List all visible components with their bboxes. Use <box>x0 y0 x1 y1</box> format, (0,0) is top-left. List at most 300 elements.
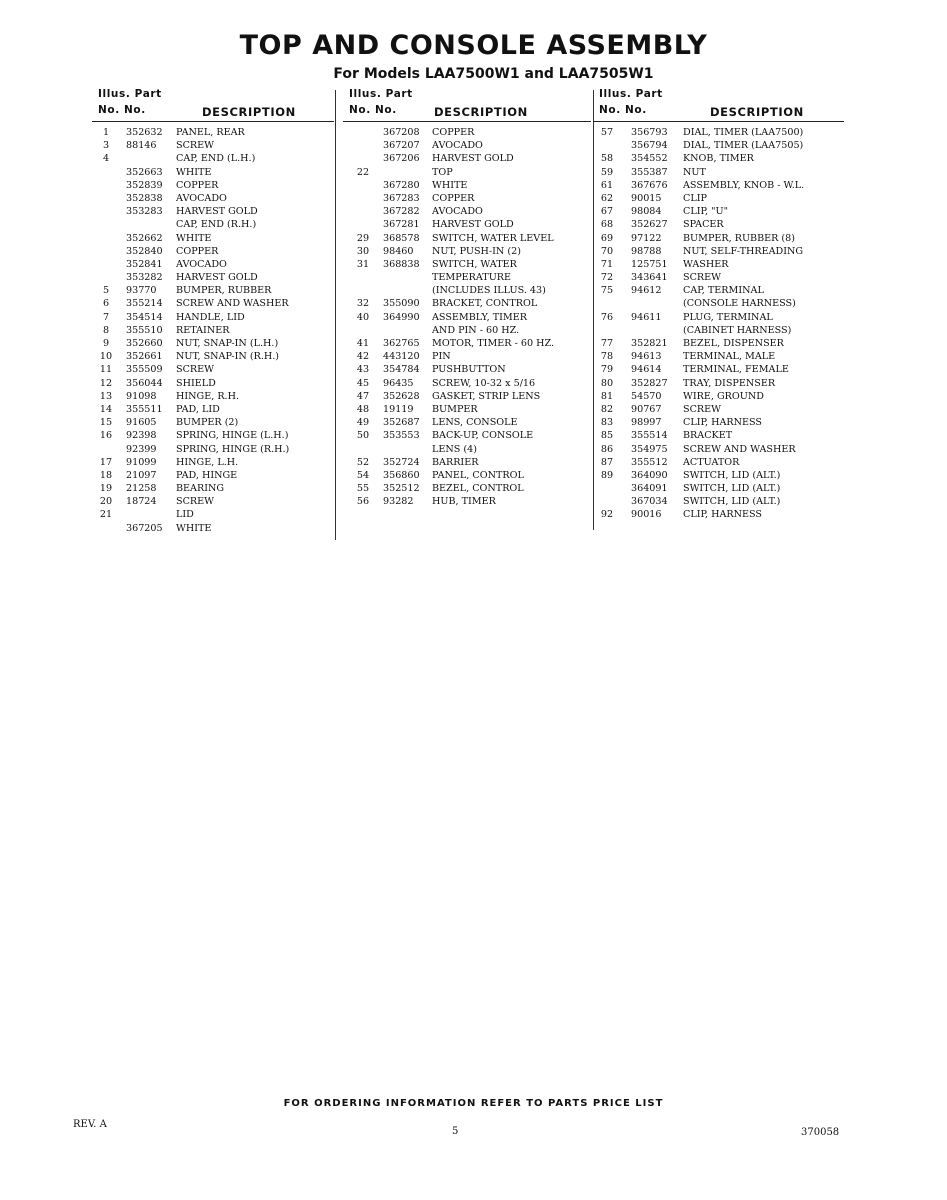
part-description: LENS, CONSOLE <box>432 417 518 429</box>
part-description: PLUG, TERMINAL <box>683 311 773 323</box>
parts-row <box>349 363 591 376</box>
parts-row <box>599 258 844 271</box>
part-description: AVOCADO <box>176 192 227 204</box>
part-number: 352827 <box>631 377 668 389</box>
header-illus-part: Illus. Part <box>98 88 162 100</box>
illus-number: 78 <box>600 351 614 363</box>
parts-list <box>599 126 844 522</box>
part-number: 353283 <box>126 206 163 218</box>
part-number: 352821 <box>631 338 668 349</box>
part-number: 94611 <box>631 311 662 323</box>
parts-row <box>349 258 591 271</box>
part-description: SPRING, HINGE (R.H.) <box>176 443 290 455</box>
parts-row <box>599 390 844 403</box>
part-description: WHITE <box>176 522 212 534</box>
part-description: SCREW <box>176 364 215 376</box>
illus-number: 31 <box>356 258 370 270</box>
illus-number: 29 <box>356 232 370 244</box>
part-number: 90767 <box>631 403 662 415</box>
parts-row <box>349 469 591 482</box>
part-number: 368578 <box>383 232 420 244</box>
part-description: SPRING, HINGE (L.H.) <box>176 430 289 442</box>
parts-row <box>98 350 334 363</box>
part-description: SCREW <box>176 496 215 508</box>
part-number: 356860 <box>383 469 420 481</box>
illus-number: 67 <box>600 206 614 218</box>
part-number: 352838 <box>126 192 163 204</box>
part-description: CLIP <box>683 192 707 204</box>
illus-number: 8 <box>102 324 110 336</box>
parts-row <box>98 139 334 152</box>
illus-number: 32 <box>356 298 370 310</box>
parts-row <box>599 245 844 258</box>
part-number: 354552 <box>631 153 668 165</box>
parts-row <box>599 284 844 297</box>
part-number: 367205 <box>126 522 163 534</box>
part-description: SCREW AND WASHER <box>683 443 796 455</box>
part-number: 367280 <box>383 179 420 191</box>
part-description: CAP, END (R.H.) <box>176 219 257 231</box>
part-number: 98788 <box>631 245 662 257</box>
parts-row <box>98 522 334 535</box>
illus-number: 43 <box>356 364 370 376</box>
part-number: 367034 <box>631 496 668 508</box>
part-description: PUSHBUTTON <box>432 364 506 376</box>
parts-row <box>98 324 334 337</box>
part-description: SCREW <box>683 403 722 415</box>
parts-row <box>599 443 844 456</box>
part-number: 94613 <box>631 351 662 363</box>
illus-number: 17 <box>99 456 113 468</box>
parts-row <box>98 152 334 165</box>
parts-row <box>349 350 591 363</box>
illus-number: 58 <box>600 153 614 165</box>
parts-row <box>599 166 844 179</box>
parts-row <box>349 443 591 456</box>
parts-row <box>349 324 591 337</box>
parts-row <box>599 377 844 390</box>
part-description: HUB, TIMER <box>432 496 496 508</box>
parts-row <box>599 429 844 442</box>
parts-row <box>349 205 591 218</box>
header-description: DESCRIPTION <box>434 105 528 119</box>
illus-number: 72 <box>600 272 614 284</box>
part-number: 90016 <box>631 509 662 521</box>
parts-row <box>98 377 334 390</box>
parts-row <box>349 126 591 139</box>
part-description: COPPER <box>432 192 475 204</box>
part-number: 125751 <box>631 258 668 270</box>
part-description: NUT, SELF-THREADING <box>683 245 804 257</box>
illus-number: 1 <box>102 127 110 138</box>
illus-number: 50 <box>356 430 370 442</box>
parts-row <box>349 311 591 324</box>
parts-column-2 <box>349 88 591 508</box>
illus-number: 77 <box>600 338 614 349</box>
illus-number: 5 <box>102 285 110 297</box>
part-description: WIRE, GROUND <box>683 390 764 402</box>
illus-number: 87 <box>600 456 614 468</box>
part-number: 92398 <box>126 430 157 442</box>
illus-number: 13 <box>99 390 113 402</box>
parts-row <box>98 456 334 469</box>
parts-row <box>98 508 334 521</box>
parts-row <box>98 337 334 350</box>
part-number: 21097 <box>126 469 157 481</box>
part-description: COPPER <box>432 127 475 138</box>
part-number: 91098 <box>126 390 157 402</box>
part-number: 90015 <box>631 192 662 204</box>
part-number: 368838 <box>383 258 420 270</box>
part-number: 355387 <box>631 166 668 178</box>
illus-number: 20 <box>99 496 113 508</box>
illus-number: 19 <box>99 483 113 495</box>
part-description: BEARING <box>176 483 225 495</box>
part-number: 355510 <box>126 324 163 336</box>
header-illus-part: Illus. Part <box>599 88 663 100</box>
part-number: 367281 <box>383 219 420 231</box>
parts-row <box>98 271 334 284</box>
part-number: 94614 <box>631 364 662 376</box>
parts-row <box>98 469 334 482</box>
parts-row <box>599 311 844 324</box>
parts-row <box>349 139 591 152</box>
part-description: KNOB, TIMER <box>683 153 754 165</box>
column-divider <box>335 90 336 540</box>
part-number: 353553 <box>383 430 420 442</box>
illus-number: 80 <box>600 377 614 389</box>
part-description: HARVEST GOLD <box>176 272 258 284</box>
illus-number: 79 <box>600 364 614 376</box>
part-description: COPPER <box>176 245 219 257</box>
illus-number: 70 <box>600 245 614 257</box>
part-number: 354784 <box>383 364 420 376</box>
part-number: 355512 <box>631 456 668 468</box>
parts-row <box>98 205 334 218</box>
part-description: TERMINAL, MALE <box>683 351 776 363</box>
parts-row <box>349 166 591 179</box>
column-divider <box>593 90 594 530</box>
header-rule <box>343 121 591 122</box>
part-description: AND PIN - 60 HZ. <box>432 324 520 336</box>
part-number: 356794 <box>631 140 668 152</box>
part-number: 355509 <box>126 364 163 376</box>
parts-row <box>98 232 334 245</box>
part-description: ASSEMBLY, TIMER <box>432 311 527 323</box>
part-description: TOP <box>432 166 453 178</box>
parts-row <box>98 192 334 205</box>
part-description: (CONSOLE HARNESS) <box>683 298 796 310</box>
parts-row <box>599 179 844 192</box>
parts-row <box>349 179 591 192</box>
illus-number: 3 <box>102 140 110 152</box>
illus-number: 52 <box>356 456 370 468</box>
part-number: 364091 <box>631 483 668 495</box>
header-description: DESCRIPTION <box>202 105 296 119</box>
part-description: BUMPER <box>432 403 478 415</box>
illus-number: 62 <box>600 192 614 204</box>
illus-number: 21 <box>99 509 113 521</box>
part-description: SWITCH, LID (ALT.) <box>683 469 781 481</box>
illus-number: 42 <box>356 351 370 363</box>
parts-row <box>599 232 844 245</box>
parts-row <box>599 126 844 139</box>
part-description: HANDLE, LID <box>176 311 245 323</box>
parts-row <box>599 192 844 205</box>
document-number: 370058 <box>801 1127 840 1138</box>
part-number: 19119 <box>383 403 414 415</box>
revision-label: REV. A <box>73 1119 107 1130</box>
parts-column-1 <box>98 88 334 535</box>
illus-number: 10 <box>99 351 113 363</box>
part-description: NUT, PUSH-IN (2) <box>432 245 521 257</box>
parts-row <box>599 403 844 416</box>
part-number: 367676 <box>631 179 668 191</box>
part-number: 54570 <box>631 390 662 402</box>
part-number: 98460 <box>383 245 414 257</box>
illus-number: 4 <box>102 153 110 165</box>
part-number: 352687 <box>383 417 420 429</box>
parts-row <box>98 297 334 310</box>
part-number: 443120 <box>383 351 420 363</box>
header-no-no: No. No. <box>349 104 397 116</box>
part-number: 353282 <box>126 272 163 284</box>
header-rule <box>593 121 844 122</box>
part-description: BACK-UP, CONSOLE <box>432 430 534 442</box>
part-description: BUMPER, RUBBER <box>176 285 272 297</box>
illus-number: 15 <box>99 417 113 429</box>
part-description: SWITCH, WATER <box>432 258 517 270</box>
part-description: MOTOR, TIMER - 60 HZ. <box>432 338 555 349</box>
part-number: 352628 <box>383 390 420 402</box>
part-description: PANEL, REAR <box>176 127 245 138</box>
part-description: PAD, HINGE <box>176 469 238 481</box>
part-description: HARVEST GOLD <box>432 153 514 165</box>
illus-number: 54 <box>356 469 370 481</box>
part-description: HINGE, L.H. <box>176 456 239 468</box>
parts-row <box>599 350 844 363</box>
illus-number: 7 <box>102 311 110 323</box>
part-number: 98084 <box>631 206 662 218</box>
illus-number: 48 <box>356 403 370 415</box>
part-description: LID <box>176 509 194 521</box>
parts-row <box>349 390 591 403</box>
illus-number: 82 <box>600 403 614 415</box>
parts-row <box>599 469 844 482</box>
parts-row <box>349 482 591 495</box>
part-number: 367283 <box>383 192 420 204</box>
part-description: (INCLUDES ILLUS. 43) <box>432 285 546 297</box>
part-number: 355514 <box>631 430 668 442</box>
illus-number: 22 <box>356 166 370 178</box>
illus-number: 75 <box>600 285 614 297</box>
part-number: 352839 <box>126 179 163 191</box>
part-description: LENS (4) <box>432 443 477 455</box>
part-number: 21258 <box>126 483 157 495</box>
parts-row <box>349 152 591 165</box>
part-number: 352627 <box>631 219 668 231</box>
part-description: HINGE, R.H. <box>176 390 240 402</box>
illus-number: 30 <box>356 245 370 257</box>
parts-row <box>599 495 844 508</box>
illus-number: 83 <box>600 417 614 429</box>
part-description: BEZEL, CONTROL <box>432 483 524 495</box>
parts-row <box>98 495 334 508</box>
part-number: 352724 <box>383 456 420 468</box>
parts-row <box>98 390 334 403</box>
illus-number: 12 <box>99 377 113 389</box>
parts-row <box>599 218 844 231</box>
illus-number: 59 <box>600 166 614 178</box>
part-description: SHIELD <box>176 377 216 389</box>
part-number: 354514 <box>126 311 163 323</box>
part-description: RETAINER <box>176 324 230 336</box>
parts-row <box>98 311 334 324</box>
parts-row <box>599 416 844 429</box>
part-description: BRACKET <box>683 430 733 442</box>
part-number: 355511 <box>126 403 163 415</box>
part-number: 352661 <box>126 351 163 363</box>
part-description: PANEL, CONTROL <box>432 469 524 481</box>
part-description: PIN <box>432 351 451 363</box>
part-description: WHITE <box>176 232 212 244</box>
parts-row <box>349 495 591 508</box>
part-description: NUT, SNAP-IN (L.H.) <box>176 338 279 349</box>
parts-row <box>98 179 334 192</box>
part-number: 352662 <box>126 232 163 244</box>
part-number: 352660 <box>126 338 163 349</box>
parts-row <box>349 218 591 231</box>
part-description: AVOCADO <box>432 206 483 218</box>
illus-number: 69 <box>600 232 614 244</box>
illus-number: 71 <box>600 258 614 270</box>
parts-row <box>349 377 591 390</box>
illus-number: 16 <box>99 430 113 442</box>
parts-row <box>599 271 844 284</box>
page-title: TOP AND CONSOLE ASSEMBLY <box>239 30 708 61</box>
page-subtitle: For Models LAA7500W1 and LAA7505W1 <box>333 66 654 82</box>
parts-row <box>349 416 591 429</box>
illus-number: 45 <box>356 377 370 389</box>
part-description: CLIP, HARNESS <box>683 417 763 429</box>
part-number: 367282 <box>383 206 420 218</box>
illus-number: 92 <box>600 509 614 521</box>
parts-row <box>98 258 334 271</box>
parts-row <box>349 429 591 442</box>
part-description: NUT <box>683 166 706 178</box>
part-number: 98997 <box>631 417 662 429</box>
parts-row <box>349 271 591 284</box>
illus-number: 9 <box>102 338 110 349</box>
header-no-no: No. No. <box>599 104 647 116</box>
illus-number: 85 <box>600 430 614 442</box>
part-description: BRACKET, CONTROL <box>432 298 538 310</box>
part-description: SCREW, 10-32 x 5/16 <box>432 377 536 389</box>
illus-number: 81 <box>600 390 614 402</box>
illus-number: 86 <box>600 443 614 455</box>
part-number: 343641 <box>631 272 668 284</box>
illus-number: 14 <box>99 403 113 415</box>
part-number: 352512 <box>383 483 420 495</box>
part-description: TERMINAL, FEMALE <box>683 364 789 376</box>
parts-row <box>98 245 334 258</box>
parts-row <box>349 284 591 297</box>
part-description: CAP, END (L.H.) <box>176 153 256 165</box>
part-number: 367208 <box>383 127 420 138</box>
parts-row <box>599 205 844 218</box>
part-description: SCREW AND WASHER <box>176 298 289 310</box>
part-description: COPPER <box>176 179 219 191</box>
illus-number: 40 <box>356 311 370 323</box>
page-number: 5 <box>452 1126 459 1137</box>
part-description: WHITE <box>432 179 468 191</box>
part-description: ACTUATOR <box>683 456 740 468</box>
part-description: SCREW <box>683 272 722 284</box>
parts-row <box>599 139 844 152</box>
ordering-note: FOR ORDERING INFORMATION REFER TO PARTS PRICE LIST <box>283 1098 664 1109</box>
parts-row <box>599 508 844 521</box>
parts-row <box>349 456 591 469</box>
illus-number: 55 <box>356 483 370 495</box>
part-number: 91099 <box>126 456 157 468</box>
parts-row <box>98 166 334 179</box>
part-description: BARRIER <box>432 456 479 468</box>
part-description: NUT, SNAP-IN (R.H.) <box>176 351 280 363</box>
header-rule <box>92 121 334 122</box>
parts-row <box>98 482 334 495</box>
header-no-no: No. No. <box>98 104 146 116</box>
part-description: ASSEMBLY, KNOB - W.L. <box>683 179 805 191</box>
parts-column-3 <box>599 88 844 522</box>
part-number: 355090 <box>383 298 420 310</box>
part-number: 355214 <box>126 298 163 310</box>
part-number: 97122 <box>631 232 662 244</box>
illus-number: 18 <box>99 469 113 481</box>
part-number: 18724 <box>126 496 157 508</box>
part-number: 362765 <box>383 338 420 349</box>
illus-number: 6 <box>102 298 110 310</box>
part-number: 93282 <box>383 496 414 508</box>
part-description: AVOCADO <box>176 258 227 270</box>
part-number: 352840 <box>126 245 163 257</box>
part-description: BEZEL, DISPENSER <box>683 338 784 349</box>
parts-row <box>599 337 844 350</box>
part-number: 94612 <box>631 285 662 297</box>
parts-row <box>349 337 591 350</box>
parts-row <box>98 429 334 442</box>
part-description: TRAY, DISPENSER <box>683 377 776 389</box>
part-description: GASKET, STRIP LENS <box>432 390 541 402</box>
parts-row <box>599 297 844 310</box>
part-number: 91605 <box>126 417 157 429</box>
part-description: SPACER <box>683 219 724 231</box>
parts-row <box>599 456 844 469</box>
illus-number: 61 <box>600 179 614 191</box>
parts-row <box>349 403 591 416</box>
parts-row <box>98 363 334 376</box>
part-description: AVOCADO <box>432 140 483 152</box>
part-description: HARVEST GOLD <box>432 219 514 231</box>
part-description: BUMPER (2) <box>176 417 239 429</box>
part-number: 354975 <box>631 443 668 455</box>
column-header <box>349 88 591 120</box>
part-description: DIAL, TIMER (LAA7505) <box>683 140 804 152</box>
part-description: SWITCH, WATER LEVEL <box>432 232 554 244</box>
part-number: 367206 <box>383 153 420 165</box>
parts-row <box>599 482 844 495</box>
parts-row <box>349 232 591 245</box>
parts-row <box>349 297 591 310</box>
